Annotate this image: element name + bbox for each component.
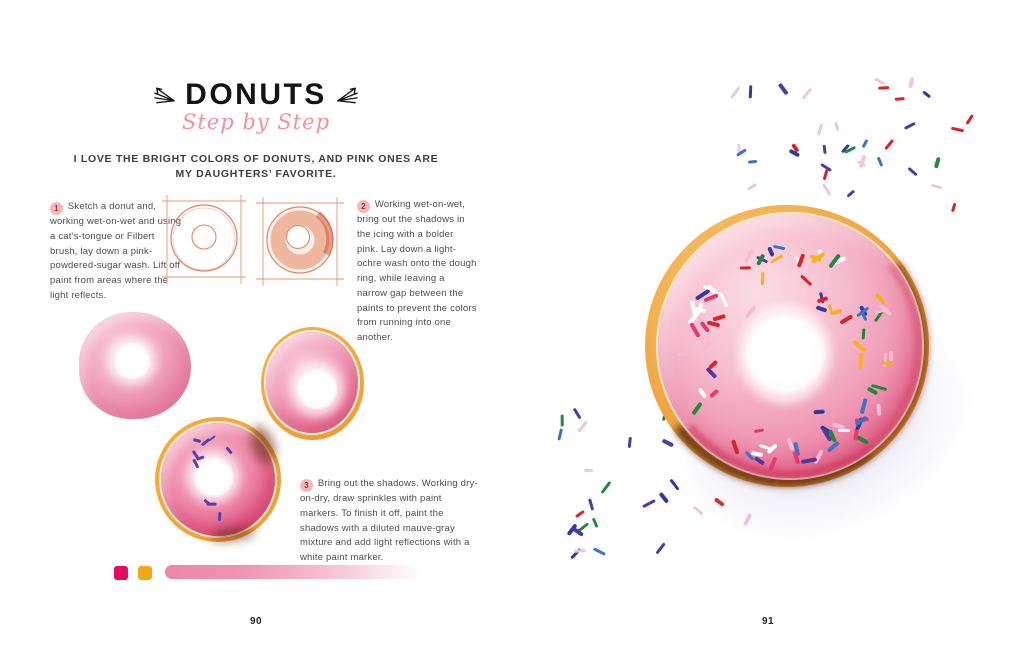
- sprinkle: [754, 428, 764, 433]
- donut-step3-illustration: [155, 417, 281, 542]
- donut-sketch-figures: [160, 192, 346, 290]
- sprinkle: [708, 360, 718, 370]
- step-3-badge: 3: [300, 479, 313, 492]
- step-2-badge: 2: [357, 200, 370, 213]
- sprinkle: [814, 409, 825, 413]
- sprinkle: [748, 85, 752, 98]
- mini-donut-sprinkles: [155, 417, 281, 542]
- sprinkle: [853, 339, 866, 351]
- sprinkle: [884, 139, 894, 150]
- sprinkle: [557, 428, 563, 441]
- sprinkle: [951, 127, 964, 133]
- step-2-text: 2 Working wet-on-wet, bring out the shadows in the icing with a bolder pink. Lay down a light-ochre wash onto the dough ring, while leaving a narrow gap between the paints to prevent the colors from running into one another.: [357, 198, 477, 343]
- sprinkle: [817, 124, 823, 136]
- burst-left-icon: [153, 86, 176, 104]
- sprinkle: [838, 429, 850, 432]
- sprinkle: [904, 122, 916, 130]
- sprinkle: [802, 88, 813, 100]
- donut-step1-illustration: [79, 312, 191, 419]
- sprinkle: [846, 189, 855, 198]
- sprinkle: [740, 266, 751, 270]
- sprinkle: [826, 441, 839, 453]
- sprinkle: [822, 145, 826, 155]
- sprinkle: [698, 387, 707, 398]
- sprinkle: [592, 518, 599, 528]
- sprinkle: [583, 469, 592, 472]
- sprinkle: [226, 447, 234, 455]
- sprinkle: [601, 481, 612, 494]
- pink-brushstroke-swatch: [165, 565, 423, 579]
- sprinkle: [218, 511, 221, 520]
- burst-right-icon: [336, 86, 359, 104]
- big-donut-illustration: [645, 205, 929, 487]
- donut-hole: [296, 367, 338, 411]
- sprinkle: [816, 305, 828, 312]
- subtitle: Step by Step: [181, 110, 331, 134]
- sprinkle: [744, 250, 754, 264]
- sprinkle: [659, 491, 669, 503]
- sprinkle: [593, 547, 606, 555]
- sprinkle: [732, 439, 740, 454]
- step-1-text: 1 Sketch a donut and, working wet-on-wet and using a cat’s-tongue or Filbert brush, lay down a pink-powdered-sugar wash. Lift off paint from areas where the light reflects.: [50, 200, 182, 301]
- sprinkle: [861, 328, 865, 339]
- sprinkle: [858, 353, 863, 369]
- sprinkle: [572, 408, 581, 420]
- sprinkle: [692, 402, 703, 416]
- chapter-header: [0, 78, 512, 112]
- sprinkle: [907, 167, 918, 177]
- sprinkle: [700, 341, 713, 354]
- sprinkle: [719, 292, 728, 307]
- sprinkle: [889, 351, 893, 361]
- sprinkle: [761, 272, 765, 285]
- sprinkle: [934, 157, 940, 169]
- sprinkle: [874, 77, 886, 85]
- sprinkle: [709, 389, 719, 398]
- sprinkle: [768, 457, 777, 471]
- sprinkle: [745, 305, 756, 318]
- sprinkle: [588, 498, 594, 511]
- sprinkle: [876, 156, 883, 166]
- sprinkle: [931, 184, 942, 190]
- sprinkle: [578, 421, 589, 433]
- sprinkle: [800, 274, 813, 286]
- sprinkle: [706, 367, 718, 379]
- step-3-text: 3 Bring out the shadows. Working dry-on-dry, draw sprinkles with paint markers. To finish it off, paint the shadows with a diluted mauve-gray mixture and add light reflections with a white paint marker.: [300, 477, 478, 564]
- scattered-sprinkles-top-right: [712, 80, 982, 218]
- page-number-right: 91: [761, 616, 775, 627]
- sprinkle: [208, 434, 216, 441]
- sprinkle: [677, 350, 693, 356]
- page-number-left: 90: [249, 616, 263, 627]
- paint-swatch-yellow: [138, 566, 152, 580]
- sprinkle: [908, 77, 914, 89]
- sprinkle: [951, 202, 957, 212]
- sprinkle: [821, 183, 831, 196]
- sprinkle: [753, 456, 765, 466]
- sprinkle: [876, 404, 881, 416]
- sprinkle: [574, 548, 586, 552]
- sprinkle: [575, 509, 585, 517]
- sprinkle: [778, 83, 788, 95]
- step-1-badge: 1: [50, 202, 63, 215]
- sprinkle: [965, 114, 974, 125]
- sprinkle: [822, 169, 828, 181]
- sprinkle: [838, 269, 850, 276]
- sprinkle: [861, 139, 868, 149]
- sprinkle: [878, 85, 889, 89]
- donut-hole: [112, 342, 152, 380]
- sprinkle: [207, 503, 217, 506]
- paint-swatch-pink: [114, 566, 128, 580]
- sprinkle: [839, 314, 853, 325]
- sprinkle: [832, 422, 846, 429]
- sprinkle: [895, 97, 905, 101]
- page-title: DONUTS: [185, 78, 327, 111]
- sprinkle: [747, 182, 757, 190]
- sprinkle: [713, 314, 726, 321]
- big-donut-sprinkles: [645, 205, 929, 487]
- sprinkle: [656, 542, 666, 554]
- sprinkle: [192, 438, 200, 443]
- sprinkle: [730, 86, 741, 99]
- sprinkle: [834, 122, 840, 132]
- sprinkle: [827, 303, 833, 315]
- sprinkle: [560, 415, 563, 427]
- sprinkle: [693, 506, 704, 516]
- sprinkle: [748, 160, 757, 164]
- sprinkle: [643, 499, 657, 508]
- sprinkle: [773, 244, 785, 250]
- sprinkle: [922, 90, 932, 99]
- sprinkle: [860, 398, 868, 414]
- intro-text: I LOVE THE BRIGHT COLORS OF DONUTS, AND PINK ONES ARE MY DAUGHTERS’ FAVORITE.: [73, 152, 439, 180]
- sprinkle: [628, 436, 633, 448]
